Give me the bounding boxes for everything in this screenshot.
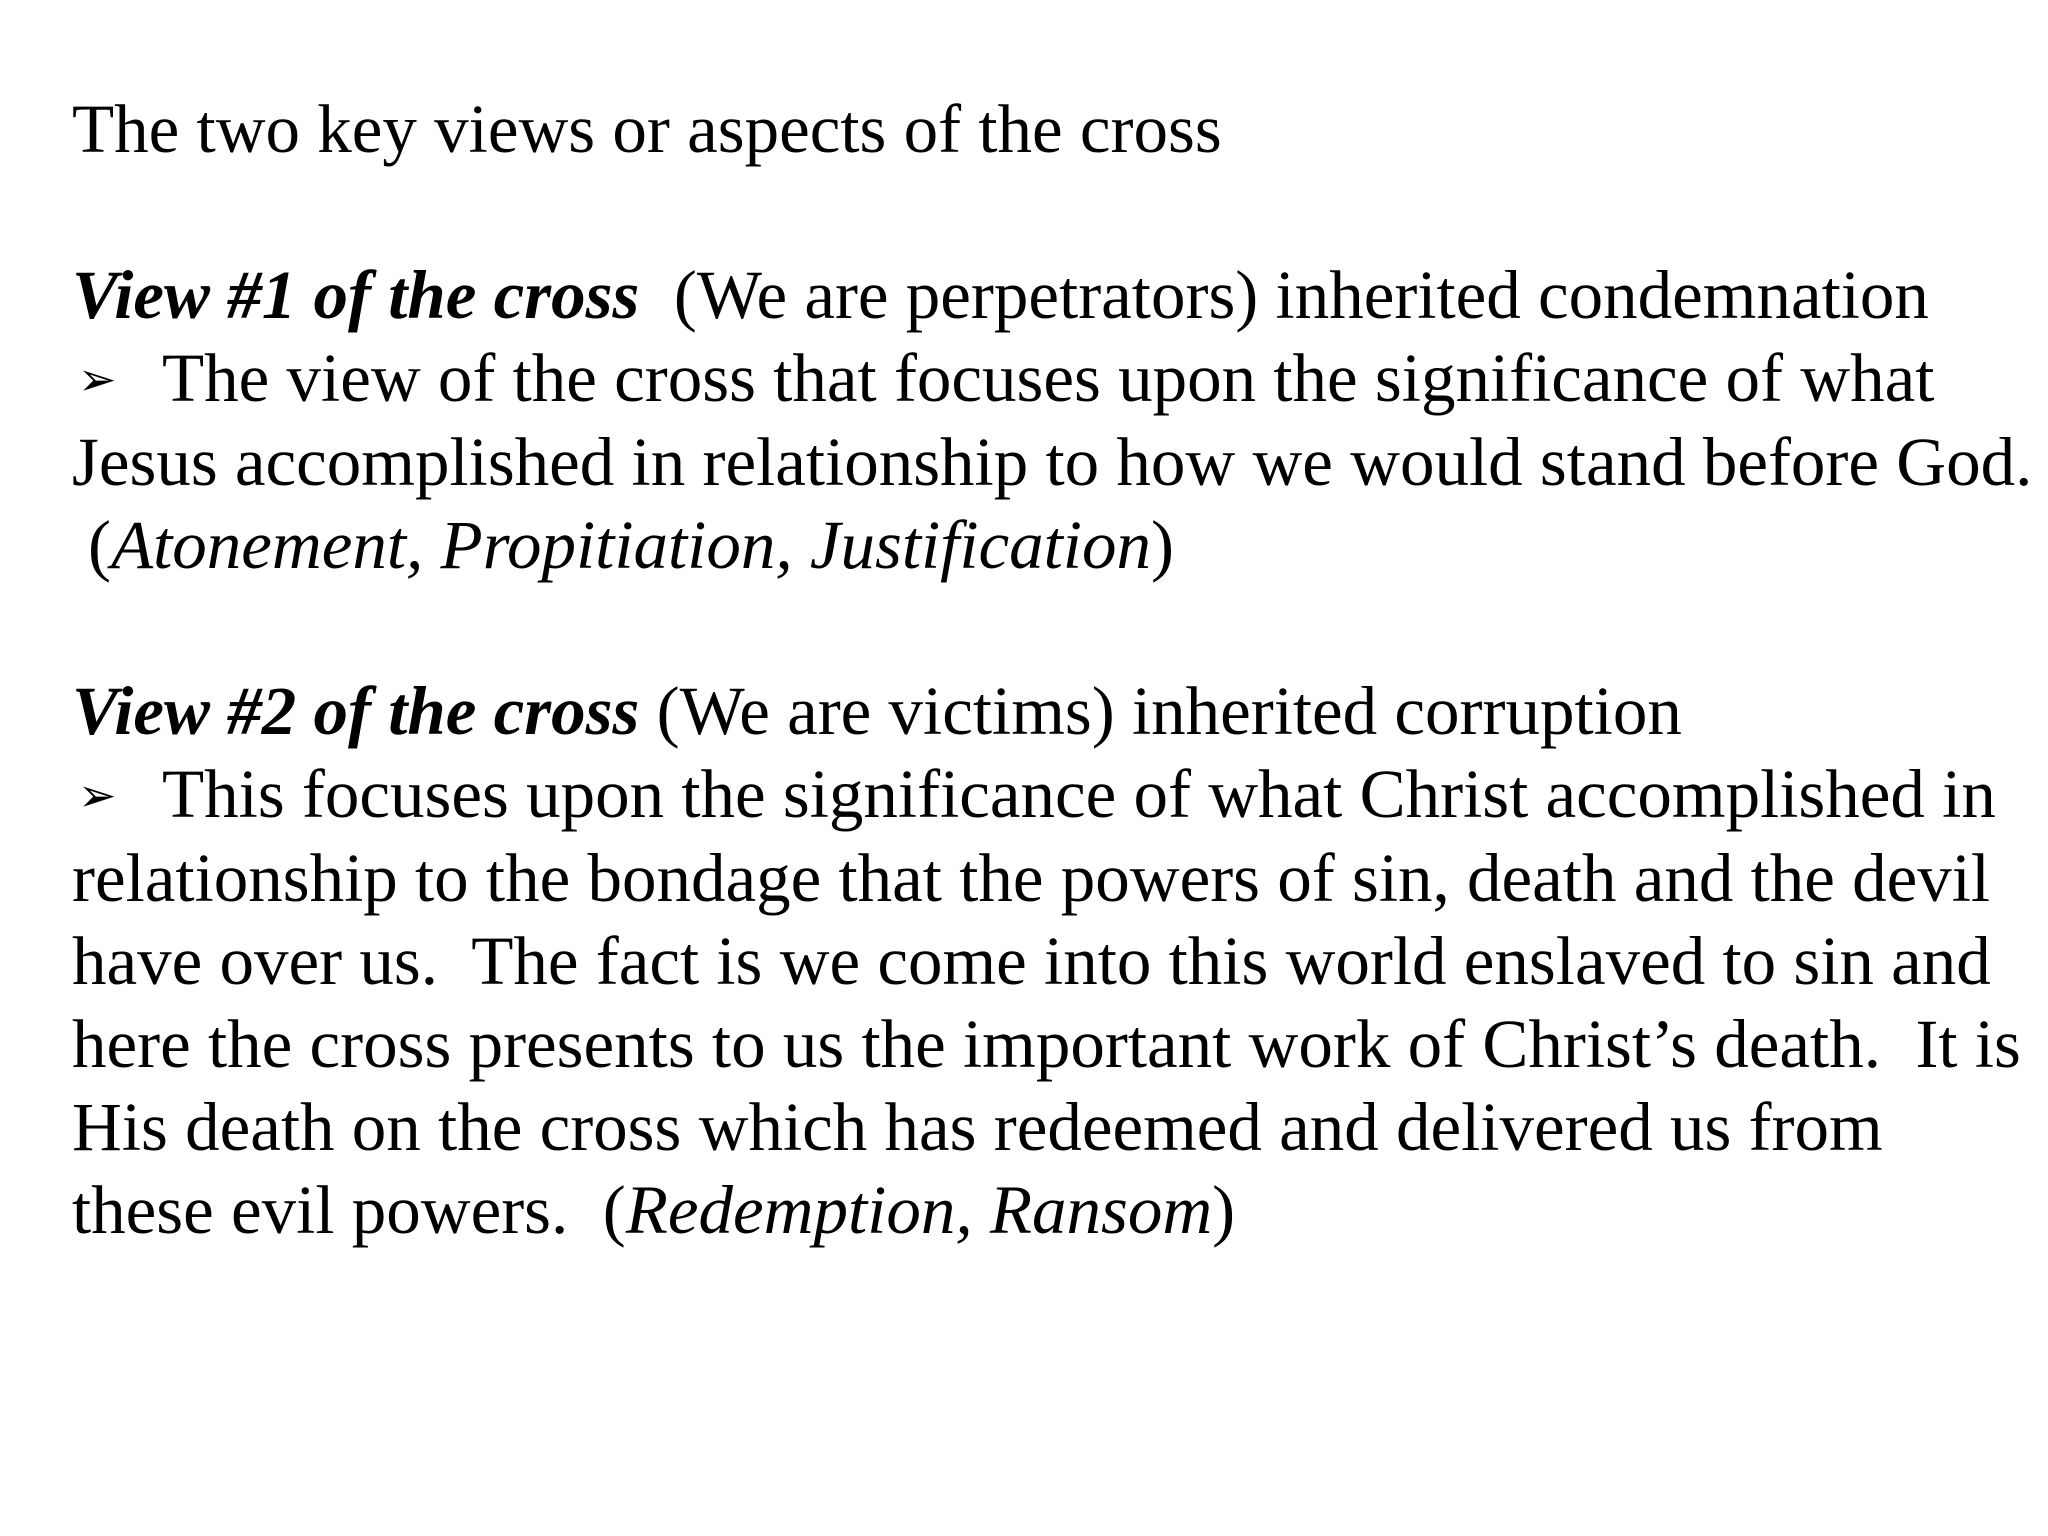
view2-terms-close: ) — [1212, 1172, 1236, 1248]
view2-terms: Redemption, Ransom — [625, 1172, 1213, 1248]
view1-text-line-2: Jesus accomplished in relationship to how we would stand before God. — [72, 424, 2033, 500]
slide-title: The two key views or aspects of the cross — [72, 91, 1222, 167]
view1-subheading: (We are perpetrators) inherited condemnation — [673, 257, 1929, 333]
slide-content — [72, 88, 2033, 1252]
view2-subheading: (We are victims) inherited corruption — [656, 673, 1682, 749]
view2-heading-line — [72, 670, 1992, 753]
arrowhead-bullet-icon: ➢ — [78, 352, 117, 406]
view2-last-line-text: these evil powers. ( — [72, 1172, 626, 1248]
arrowhead-bullet-icon: ➢ — [78, 768, 117, 822]
view2-terms-line — [72, 1169, 1992, 1252]
view1-terms-close: ) — [1150, 507, 1174, 583]
view2-text-line-1: This focuses upon the significance of what Christ accomplished in — [162, 756, 1996, 832]
view2-text-line-4: here the cross presents to us the important work of Christ’s death. It is — [72, 1006, 2021, 1082]
view2-bullet-line — [72, 753, 1996, 837]
view2-heading: View #2 of the cross — [72, 673, 640, 749]
view1-heading: View #1 of the cross — [72, 257, 640, 333]
view2-text-line-3: have over us. The fact is we come into this world enslaved to sin and — [72, 923, 1991, 999]
view1-heading-line — [72, 254, 1992, 337]
spacer — [72, 171, 1992, 254]
view2-text-line-2: relationship to the bondage that the powers of sin, death and the devil — [72, 840, 1991, 916]
view1-terms: Atonement, Propitiation, Justification — [110, 507, 1151, 583]
view1-bullet-line — [72, 337, 1992, 421]
view1-terms-line — [72, 504, 1992, 587]
view2-text-line-5: His death on the cross which has redeemed and delivered us from — [72, 1089, 1883, 1165]
view1-terms-open: ( — [88, 507, 111, 583]
spacer — [72, 587, 1992, 670]
view1-text-line-1: The view of the cross that focuses upon the significance of what — [162, 340, 1935, 416]
